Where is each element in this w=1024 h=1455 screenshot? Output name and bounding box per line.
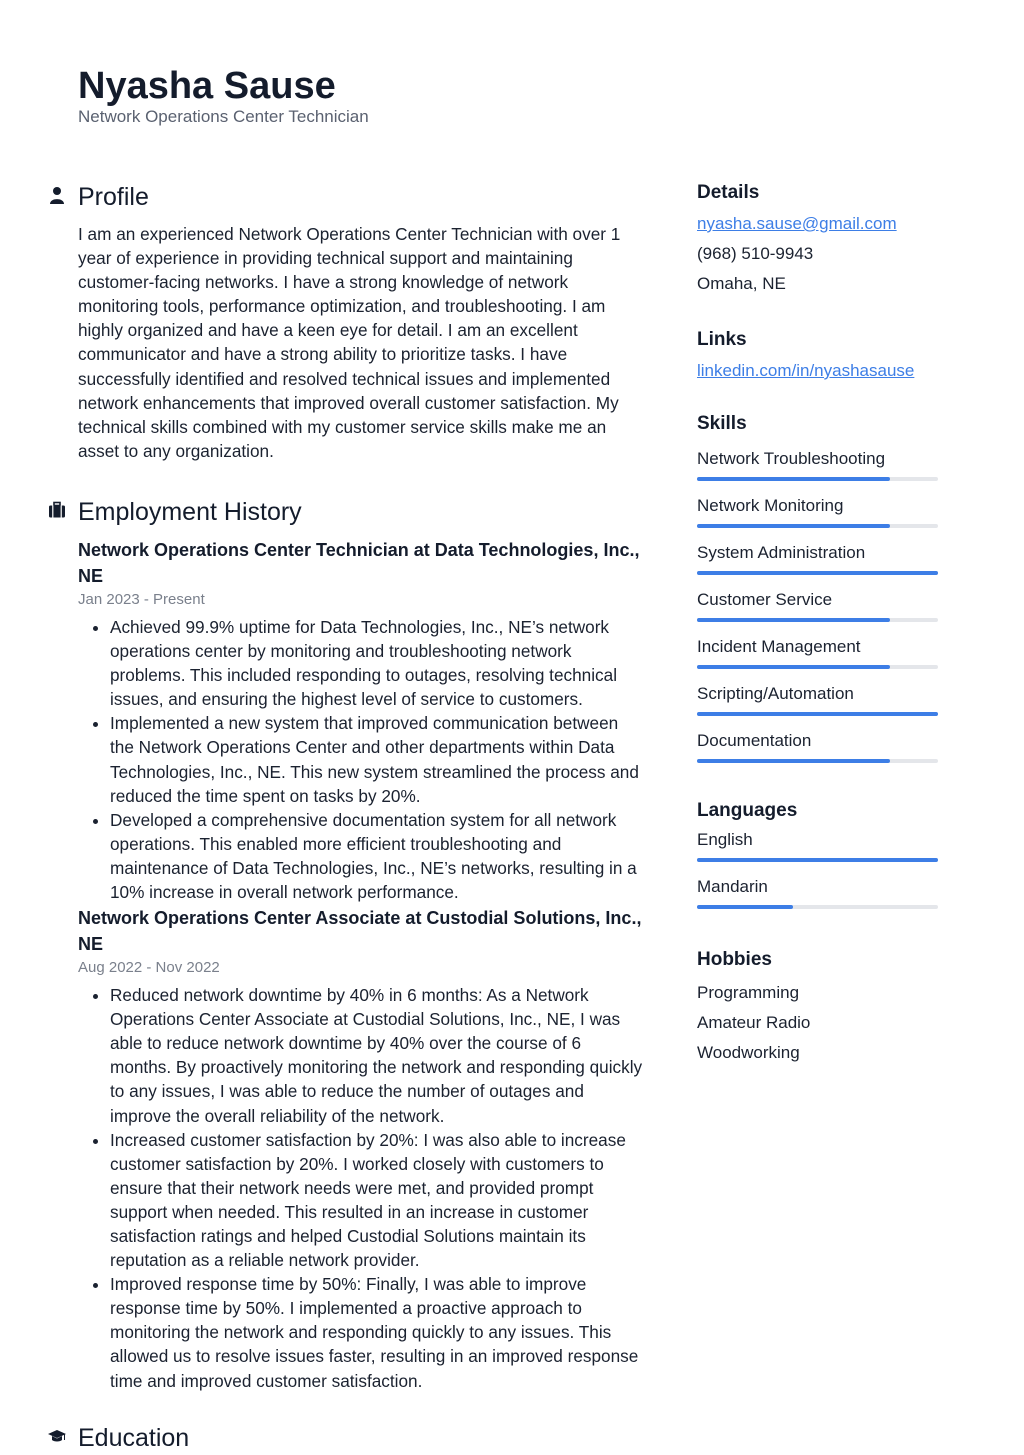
skill-label: Scripting/Automation xyxy=(697,684,854,703)
skill-label: System Administration xyxy=(697,543,866,562)
skill-label: Incident Management xyxy=(697,637,861,656)
skill-bar-fill xyxy=(697,712,938,716)
location: Omaha, NE xyxy=(697,274,786,293)
hobby-item: Woodworking xyxy=(697,1043,800,1062)
language-bar-fill xyxy=(697,858,938,862)
skill-item xyxy=(697,492,939,539)
language-label: Mandarin xyxy=(697,877,768,896)
skills-list xyxy=(697,445,939,774)
linkedin-link[interactable]: linkedin.com/in/nyashasause xyxy=(697,361,915,380)
skills-section xyxy=(697,411,939,774)
details-section xyxy=(697,180,939,299)
job-bullet: • Increased customer satisfaction by 20%: I was also able to increase customer satisfaction by 20%. I worked closely with customers to ensure that their network needs were met, and provided prompt support when needed. This resulted in an increase in customer satisfaction ratings and helped Custodial Solutions maintain its reputation as a reliable network provider. xyxy=(110,1128,643,1273)
main-column xyxy=(78,180,643,1455)
skill-item xyxy=(697,633,939,680)
phone-number: (968) 510-9943 xyxy=(697,244,814,263)
job-title: Network Operations Center Associate at Custodial Solutions, Inc., NE xyxy=(78,908,642,955)
skill-item xyxy=(697,445,939,492)
profile-section xyxy=(78,180,643,463)
language-bar-fill xyxy=(697,905,793,909)
candidate-name: Nyasha Sause xyxy=(78,65,336,107)
profile-title: Profile xyxy=(78,183,149,211)
job-entry xyxy=(78,537,643,904)
skill-bar-fill xyxy=(697,477,890,481)
skill-bar xyxy=(697,618,938,622)
skill-bar xyxy=(697,759,938,763)
education-heading xyxy=(78,1421,643,1455)
hobby-item: Programming xyxy=(697,983,800,1002)
language-label: English xyxy=(697,830,753,849)
links-section xyxy=(697,327,939,386)
employment-heading xyxy=(78,495,643,529)
skills-heading: Skills xyxy=(697,413,747,434)
language-bar xyxy=(697,858,938,862)
skill-bar xyxy=(697,571,938,575)
skill-item xyxy=(697,680,939,727)
education-title: Education xyxy=(78,1423,190,1452)
job-bullet: • Implemented a new system that improved communication between the Network Operations Center and other departments within Data Technologies, Inc., NE. This new system streamlined the process and reduced the time spent on tasks by 20%. xyxy=(110,711,643,807)
employment-title: Employment History xyxy=(78,497,302,526)
person-icon xyxy=(48,186,66,204)
skill-item xyxy=(697,586,939,633)
skill-item xyxy=(697,539,939,586)
job-title: Network Operations Center Technician at Data Technologies, Inc., NE xyxy=(78,539,640,586)
profile-heading xyxy=(78,180,643,214)
skill-bar xyxy=(697,712,938,716)
skill-bar-fill xyxy=(697,524,890,528)
hobby-item: Amateur Radio xyxy=(697,1013,811,1032)
skill-label: Documentation xyxy=(697,731,812,750)
skill-bar xyxy=(697,524,938,528)
skill-bar xyxy=(697,477,938,481)
profile-summary: I am an experienced Network Operations Center Technician with over 1 year of experience in providing technical support and maintaining customer-facing networks. I have a strong knowledge of network monitoring tools, performance optimization, and troubleshooting. I am highly organized and have a keen eye for detail. I am an excellent communicator and have a strong ability to prioritize tasks. I have successfully identified and resolved technical issues and implemented network enhancements that improved overall customer satisfaction. My technical skills combined with my customer service skills make me an asset to any organization. xyxy=(78,224,621,461)
job-bullets xyxy=(78,615,643,904)
job-bullet: • Reduced network downtime by 40% in 6 months: As a Network Operations Center Associate at Custodial Solutions, Inc., NE, I was able to reduce network downtime by 40% over the course of 6 months. By proactively monitoring the network and responding quickly to any issues, I was able to reduce the number of outages and improve the overall reliability of the network. xyxy=(110,983,643,1128)
job-entry xyxy=(78,905,643,1393)
skill-label: Network Monitoring xyxy=(697,496,844,515)
language-item xyxy=(697,826,939,873)
skill-bar xyxy=(697,665,938,669)
job-dates: Aug 2022 - Nov 2022 xyxy=(78,959,220,977)
languages-section xyxy=(697,798,939,920)
job-bullet: • Improved response time by 50%: Finally, I was able to improve response time by 50%. I implemented a proactive approach to monitoring the network and responding quickly to any issues. This allowed us to resolve issues faster, resulting in an improved response time and improved customer satisfaction. xyxy=(110,1272,643,1392)
skill-bar-fill xyxy=(697,618,890,622)
skill-bar-fill xyxy=(697,759,890,763)
employment-section xyxy=(78,495,643,1393)
job-dates: Jan 2023 - Present xyxy=(78,590,205,608)
languages-heading: Languages xyxy=(697,800,798,821)
email-link[interactable]: nyasha.sause@gmail.com xyxy=(697,214,897,233)
sidebar xyxy=(697,180,939,1068)
language-item xyxy=(697,873,939,920)
email-row xyxy=(697,209,939,239)
language-bar xyxy=(697,905,938,909)
details-heading: Details xyxy=(697,182,760,203)
links-heading: Links xyxy=(697,329,747,350)
job-bullet: • Developed a comprehensive documentation system for all network operations. This enabled more efficient troubleshooting and maintenance of Data Technologies, Inc., NE’s networks, resulting in a 10% increase in overall network performance. xyxy=(110,808,643,904)
job-bullets xyxy=(78,983,643,1393)
link-row xyxy=(697,356,939,386)
education-section xyxy=(78,1421,643,1455)
graduation-cap-icon xyxy=(48,1427,66,1445)
skill-item xyxy=(697,727,939,774)
briefcase-icon xyxy=(48,501,66,519)
languages-list xyxy=(697,826,939,920)
skill-label: Network Troubleshooting xyxy=(697,449,886,468)
job-bullet: • Achieved 99.9% uptime for Data Technologies, Inc., NE’s network operations center by monitoring and troubleshooting network problems. This included responding to outages, resolving technical issues, and ensuring the highest level of service to customers. xyxy=(110,615,643,711)
candidate-title: Network Operations Center Technician xyxy=(78,107,369,126)
skill-label: Customer Service xyxy=(697,590,833,609)
skill-bar-fill xyxy=(697,665,890,669)
hobbies-section xyxy=(697,947,939,1068)
skill-bar-fill xyxy=(697,571,938,575)
hobbies-heading: Hobbies xyxy=(697,949,772,970)
